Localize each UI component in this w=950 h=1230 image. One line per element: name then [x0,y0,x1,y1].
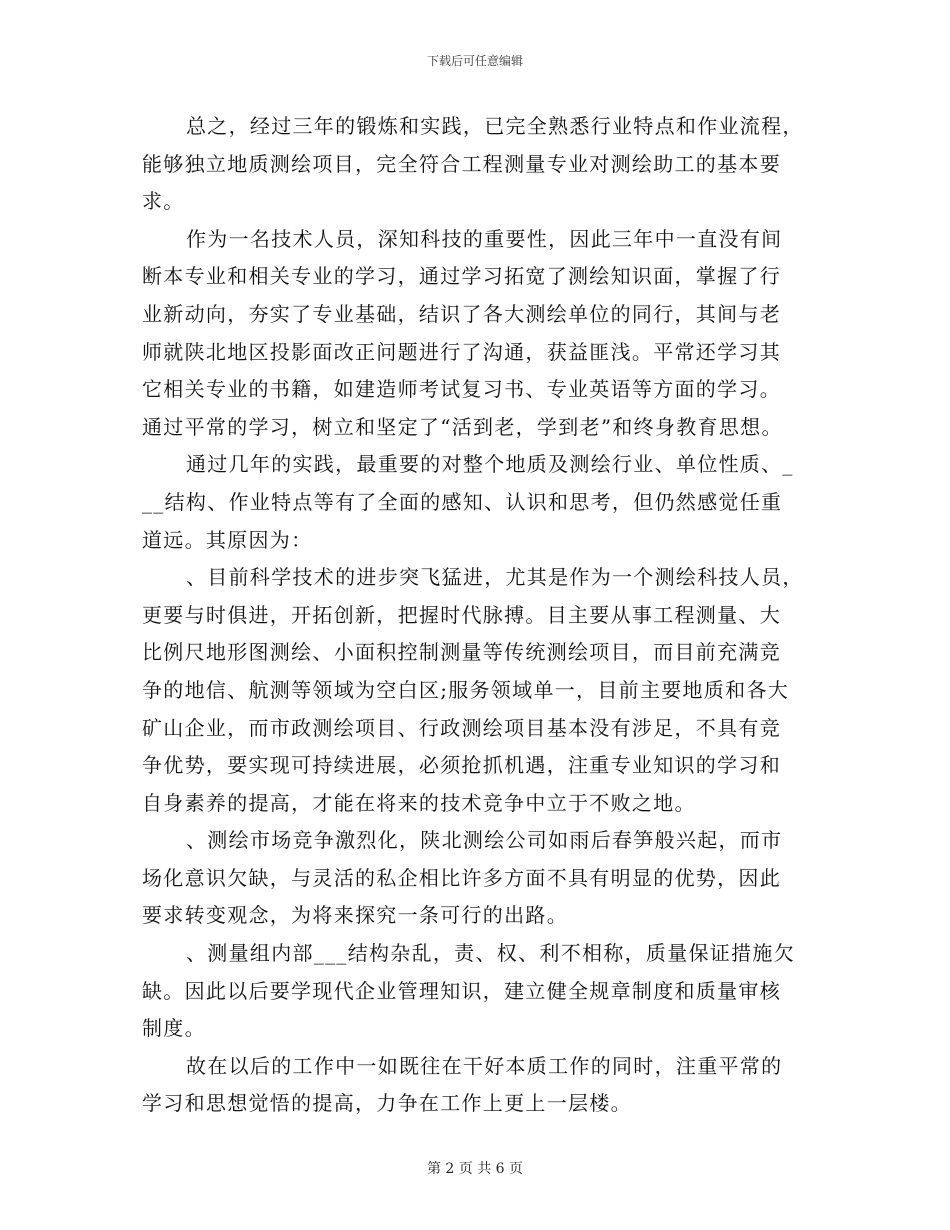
paragraph-line: 求。 [142,189,185,214]
paragraph-line: 争的地信、航测等领域为空白区;服务领域单一，目前主要地质和各大 [142,677,790,702]
paragraph-line: 总之，经过三年的锻炼和实践，已完全熟悉行业特点和作业流程， [186,114,804,138]
paragraph-line: 制度。 [142,1016,206,1041]
paragraph-line: 通过平常的学习，树立和坚定了“活到老，学到老”和终身教育思想。 [142,414,783,439]
paragraph-line: 业新动向，夯实了专业基础，结识了各大测绘单位的同行，其间与老 [142,301,781,326]
paragraph-line: 场化意识欠缺，与灵活的私企相比许多方面不具有明显的优势，因此 [142,865,781,890]
paragraph-line: 学习和思想觉悟的提高，力争在工作上更上一层楼。 [142,1091,632,1116]
paragraph-line: 断本专业和相关专业的学习，通过学习拓宽了测绘知识面，掌握了行 [142,264,781,289]
paragraph-line: 作为一名技术人员，深知科技的重要性，因此三年中一直没有间 [186,226,783,251]
paragraph-line: 、测量组内部___结构杂乱，责、权、利不相称，质量保证措施欠 [186,941,795,966]
paragraph-line: 通过几年的实践，最重要的对整个地质及测绘行业、单位性质、_ [186,452,794,477]
page-number: 第 2 页 共 6 页 [426,1161,524,1177]
paragraph-line: __结构、作业特点等有了全面的感知、认识和思考，但仍然感觉任重 [142,489,783,514]
paragraph-line: 要求转变观念，为将来探究一条可行的出路。 [142,903,568,928]
paragraph-line: 缺。因此以后要学现代企业管理知识，建立健全规章制度和质量审核 [142,978,781,1003]
paragraph-line: 矿山企业，而市政测绘项目、行政测绘项目基本没有涉足，不具有竞 [142,715,781,740]
page-header: 下载后可任意编辑 [426,54,523,68]
paragraph-line: 、测绘市场竞争激烈化，陕北测绘公司如雨后春笋般兴起，而市 [186,828,783,853]
paragraph-line: 自身素养的提高，才能在将来的技术竞争中立于不败之地。 [142,790,696,815]
paragraph-line: 能够独立地质测绘项目，完全符合工程测量专业对测绘助工的基本要 [142,151,781,176]
paragraph-line: 师就陕北地区投影面改正问题进行了沟通，获益匪浅。平常还学习其 [142,339,781,364]
document-body [142,108,814,1123]
paragraph-line: 比例尺地形图测绘、小面积控制测量等传统测绘项目，而目前充满竞 [142,640,781,665]
paragraph-line: 更要与时俱进，开拓创新，把握时代脉搏。目主要从事工程测量、大 [142,602,781,627]
paragraph-line: 、目前科学技术的进步突飞猛进，尤其是作为一个测绘科技人员， [186,565,804,590]
paragraph-line: 故在以后的工作中一如既往在干好本质工作的同时，注重平常的 [186,1053,783,1078]
paragraph-line: 道远。其原因为： [142,527,313,552]
paragraph-line: 它相关专业的书籍，如建造师考试复习书、专业英语等方面的学习。 [142,377,781,402]
paragraph-line: 争优势，要实现可持续进展，必须抢抓机遇，注重专业知识的学习和 [142,753,781,778]
